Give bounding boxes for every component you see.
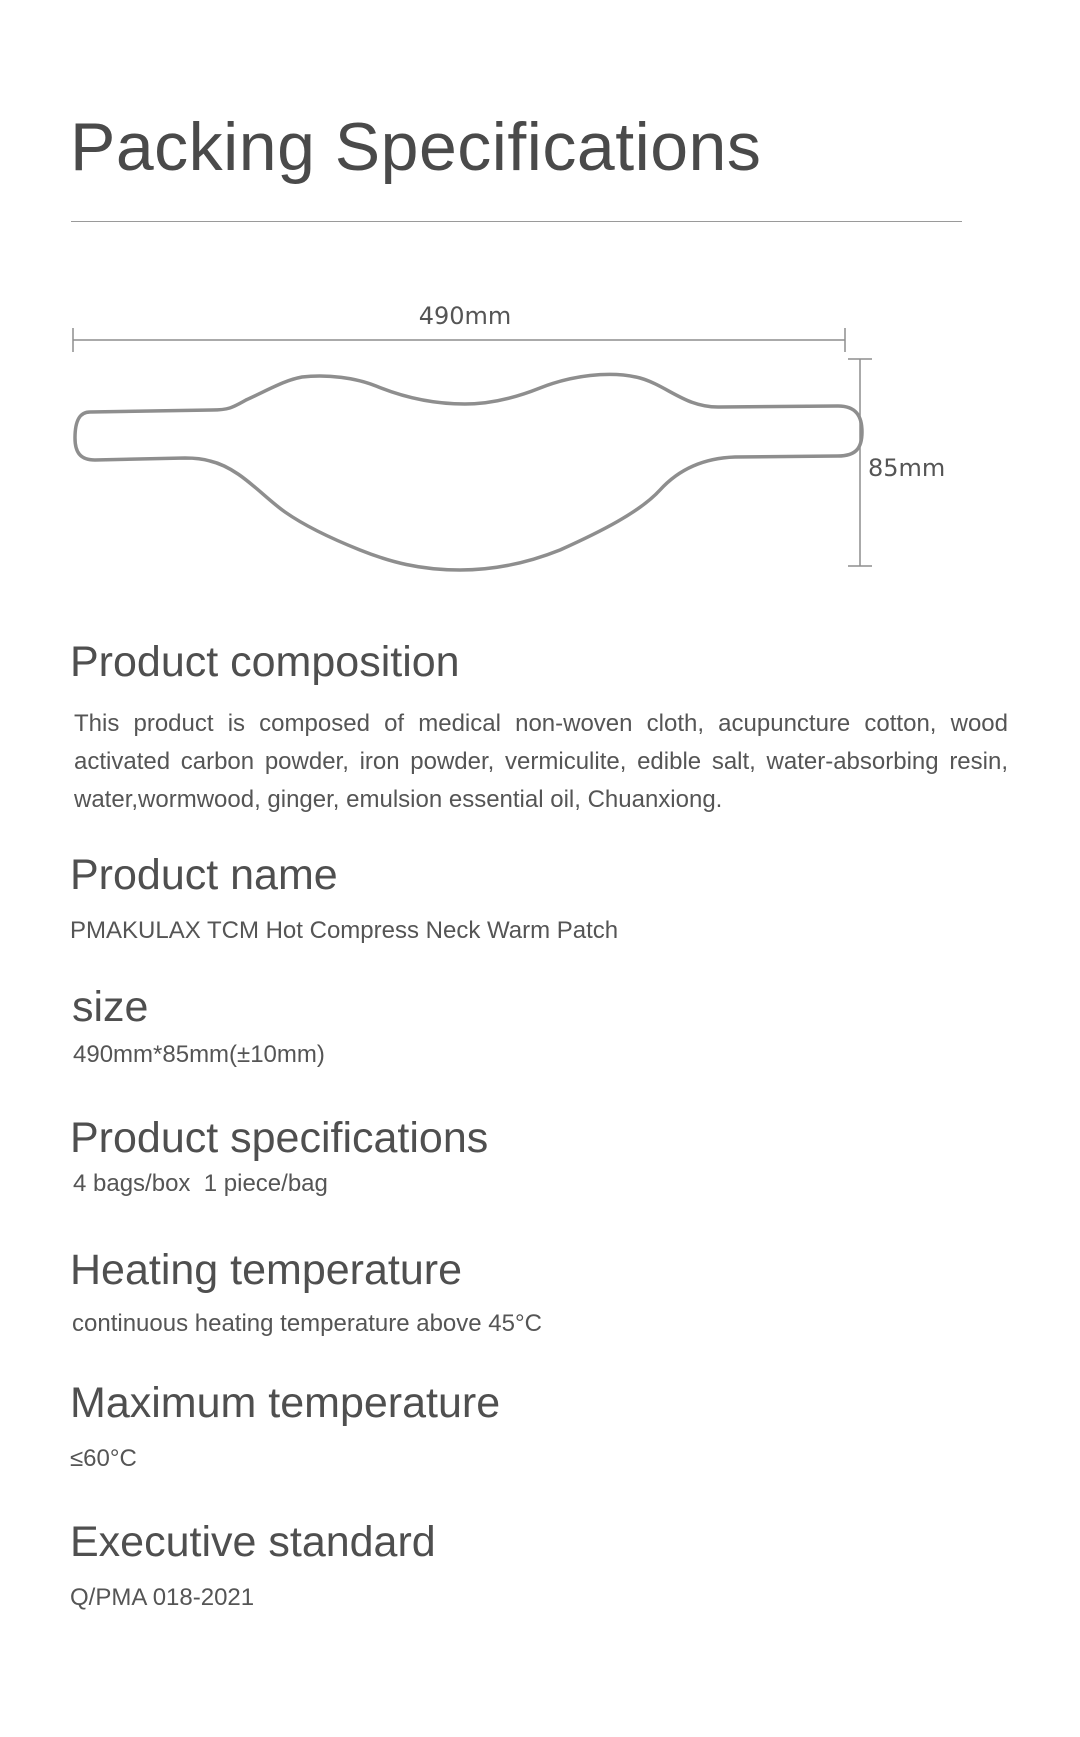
size-heading: size: [72, 983, 149, 1031]
composition-text: This product is composed of medical non-woven cloth, acupuncture cotton, wood activated carbon powder, iron powder, vermiculite, edible salt, water-absorbing resin, water,wormwood, ginger, emulsion essential oil, Chuanxiong.: [74, 710, 1008, 813]
page-title: Packing Specifications: [70, 109, 762, 185]
specifications-text: 4 bags/box 1 piece/bag: [73, 1170, 328, 1197]
maximum-section: [70, 1379, 1010, 1478]
size-section: [70, 983, 1010, 1074]
heating-section: [70, 1246, 1010, 1343]
title-divider: [71, 221, 962, 222]
maximum-heading: Maximum temperature: [70, 1379, 501, 1427]
product-name-text: PMAKULAX TCM Hot Compress Neck Warm Patch: [70, 917, 619, 944]
height-dimension: [848, 359, 945, 566]
composition-section: [70, 638, 1010, 819]
composition-heading: Product composition: [70, 638, 460, 686]
patch-outline: [75, 374, 862, 570]
width-dimension: [73, 302, 845, 352]
width-label: 490mm: [418, 302, 512, 330]
heating-text: continuous heating temperature above 45°C: [72, 1310, 542, 1337]
standard-heading: Executive standard: [70, 1518, 436, 1566]
standard-text: Q/PMA 018-2021: [70, 1584, 255, 1611]
product-name-heading: Product name: [70, 851, 338, 899]
product-name-section: [70, 851, 1010, 950]
size-text: 490mm*85mm(±10mm): [73, 1041, 325, 1068]
specifications-section: [70, 1114, 1010, 1203]
maximum-text: ≤60°C: [70, 1445, 137, 1472]
specifications-heading: Product specifications: [70, 1114, 489, 1162]
height-label: 85mm: [868, 454, 946, 482]
patch-dimension-diagram: [0, 280, 1080, 590]
standard-section: [70, 1518, 1010, 1617]
heating-heading: Heating temperature: [70, 1246, 462, 1294]
